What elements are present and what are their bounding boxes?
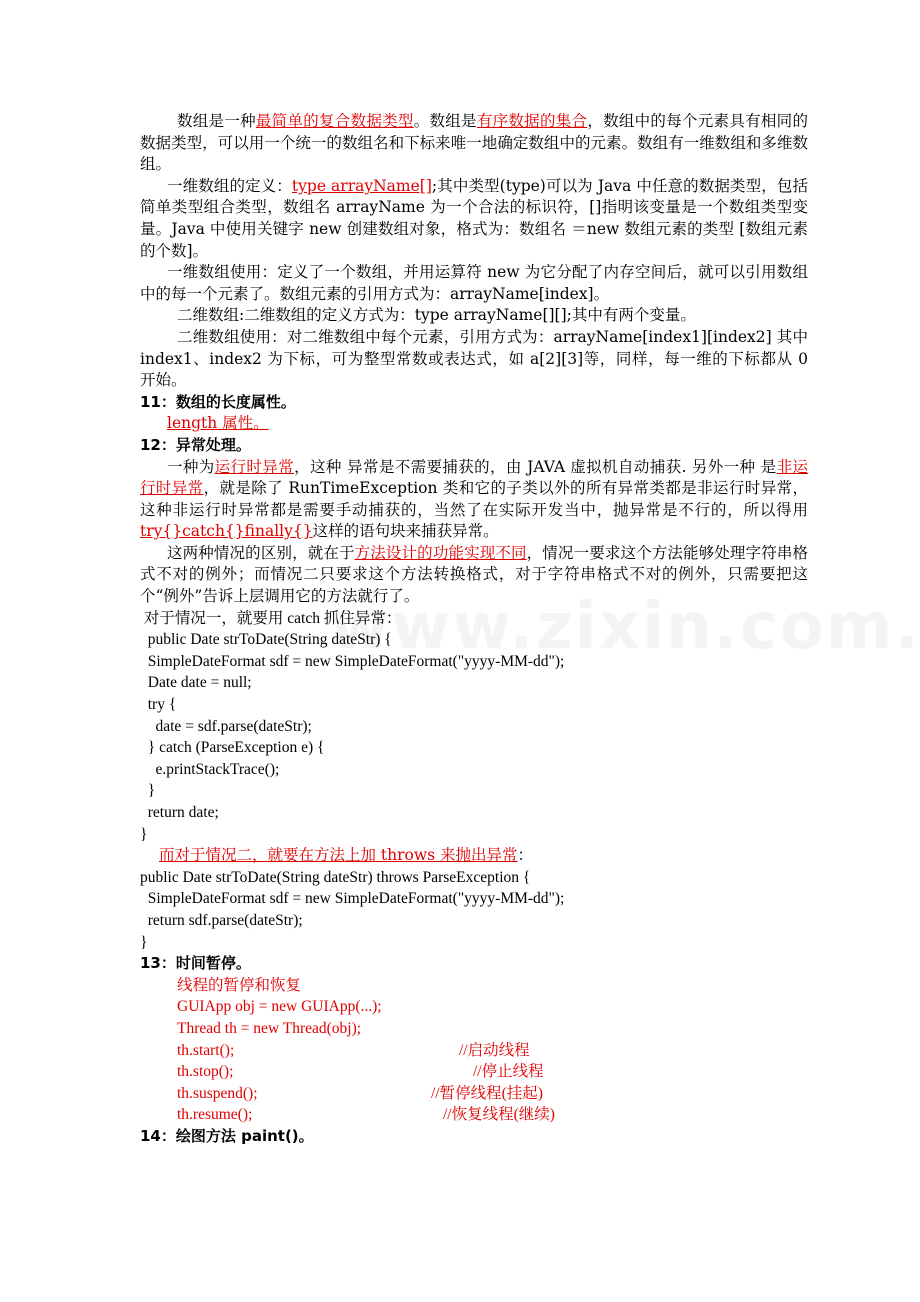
text: ;其中类型(type)可以为 Java 中任意的数据类型，包括简单类型组合类型，数组名 arrayName 为一个合法的标识符，[]指明该变量是一个数组类型变量。Java 中使用关键字 new 创建数组对象，格式为：数组名 ＝new 数组元素的类型 [数组元素的个数]。 [140, 176, 808, 260]
text: 一维数组的定义： [167, 176, 292, 195]
code-line: date = sdf.parse(dateStr); [140, 717, 312, 735]
highlight-text: 而对于情况二，就要在方法上加 throws 来抛出异常 [159, 846, 518, 865]
section-13-heading: 13：时间暂停。 [140, 954, 251, 973]
code-line [177, 1040, 808, 1062]
two-dim-usage: 二维数组使用：对二维数组中每个元素，引用方式为：arrayName[index1][index2] 其中 index1、index2 为下标，可为整型常数或表达式，如 a[2][3]等，同样，每一维的下标都从 0 开始。 [140, 327, 808, 390]
text: 这样的语句块来捕获异常。 [312, 522, 499, 541]
arrays-intro [140, 111, 808, 176]
thread-call: th.suspend(); [177, 1084, 258, 1102]
code-line [177, 1083, 808, 1105]
code-comment: //恢复线程(继续) [443, 1106, 555, 1124]
text: ，数组中的每个元素具有相同的数据类型，可以用一个统一的数组名和下标来唯一地确定数组中的元素。数组有一维数组和多维数组。 [140, 112, 808, 174]
code-line: SimpleDateFormat sdf = new SimpleDateFormat("yyyy-MM-dd"); [140, 652, 565, 670]
code-line: Date date = null; [140, 674, 252, 692]
one-dim-usage: 一维数组使用：定义了一个数组，并用运算符 new 为它分配了内存空间后，就可以引用数组中的每一个元素了。数组元素的引用方式为：arrayName[index]。 [140, 263, 808, 303]
text: 。数组是 [413, 112, 477, 130]
code-comment: //暂停线程(挂起) [431, 1084, 543, 1102]
code-line: try { [140, 696, 177, 714]
code-comment: //停止线程 [473, 1063, 544, 1081]
text: ： [517, 846, 534, 865]
section-12-paragraph-1 [140, 457, 808, 543]
highlight-text: 非运行时异常 [140, 457, 808, 498]
text: 这两种情况的区别，就在于 [167, 543, 355, 562]
code-comment: //启动线程 [459, 1041, 530, 1059]
highlight-text: 有序数据的集合 [476, 112, 588, 130]
code-line: return date; [140, 804, 219, 821]
code-line [177, 1061, 808, 1083]
code-line: } catch (ParseException e) { [140, 739, 325, 757]
document-page [140, 111, 808, 1148]
text: ，就是除了 RunTimeException 类和它的子类以外的所有异常类都是非运行时异常，这种非运行时异常都是需要手动捕获的，当然了在实际开发当中，抛异常是不行的，所以得用 [140, 479, 808, 519]
code-line: public Date strToDate(String dateStr) { [140, 631, 392, 649]
code-block-case-2 [140, 867, 808, 953]
thread-call: th.stop(); [177, 1063, 234, 1081]
highlight-text: 运行时异常 [214, 457, 295, 476]
code-line: Thread th = new Thread(obj); [177, 1019, 362, 1037]
code-line [177, 1104, 808, 1126]
highlight-text: 最简单的复合数据类型 [255, 112, 414, 130]
section-11-body: length 属性。 [167, 414, 269, 433]
thread-code-block [140, 975, 808, 1126]
text: ，情况一要求这个方法能够处理字符串格式不对的例外；而情况二只要求这个方法转换格式，对于字符串格式不对的例外，只需要把这个“例外”告诉上层调用它的方法就行了。 [140, 543, 808, 606]
text: ，这种 异常是不需要捕获的，由 JAVA 虚拟机自动捕获. 另外一种 是 [294, 457, 777, 476]
code-line: e.printStackTrace(); [140, 760, 280, 778]
code-line: public Date strToDate(String dateStr) throws ParseException { [140, 868, 531, 886]
code-line: 对于情况一，就要用 catch 抓住异常： [140, 609, 402, 627]
one-dim-definition [140, 176, 808, 262]
code-line: 线程的暂停和恢复 [177, 976, 302, 994]
code-line: } [140, 825, 148, 843]
code-line: } [140, 782, 156, 800]
highlight-text: type arrayName[] [291, 176, 432, 195]
text: 一种为 [167, 457, 215, 476]
thread-call: th.resume(); [177, 1106, 253, 1124]
thread-call: th.start(); [177, 1041, 235, 1059]
code-line: GUIApp obj = new GUIApp(...); [177, 998, 382, 1016]
code-line: return sdf.parse(dateStr); [140, 911, 303, 929]
code-line: SimpleDateFormat sdf = new SimpleDateFormat("yyyy-MM-dd"); [140, 890, 565, 908]
two-dim-definition: 二维数组:二维数组的定义方式为：type arrayName[][];其中有两个变量。 [177, 306, 696, 325]
case-2-intro [140, 845, 808, 867]
text: 数组是一种 [177, 112, 256, 130]
section-12-paragraph-2 [140, 543, 808, 608]
highlight-text: try{}catch{}finally{} [140, 522, 313, 541]
code-line: } [140, 933, 148, 951]
section-11-heading: 11：数组的长度属性。 [140, 392, 296, 411]
section-12-heading: 12：异常处理。 [140, 435, 251, 454]
highlight-text: 方法设计的功能实现不同 [354, 543, 527, 562]
section-14-heading: 14：绘图方法 paint()。 [140, 1126, 314, 1145]
code-block-case-1 [140, 608, 808, 846]
